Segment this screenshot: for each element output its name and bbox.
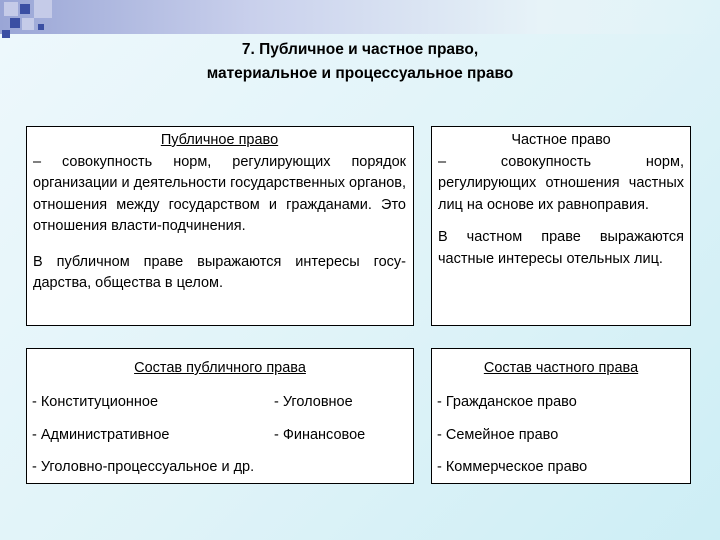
private-composition-item: - Семейное право	[437, 427, 559, 443]
deco-square	[38, 24, 44, 30]
deco-square	[2, 30, 10, 38]
public-composition-item: - Финансовое	[274, 427, 366, 443]
title-line-2: материальное и процессуальное право	[206, 65, 514, 82]
private-law-definition: – совокупность норм, регулирующих отношения частных лиц на основе их равноправия.	[438, 153, 684, 213]
deco-square	[20, 4, 30, 14]
deco-square	[34, 0, 52, 18]
public-composition-item: - Конституционное	[32, 394, 159, 410]
private-composition-item: - Гражданское право	[437, 394, 577, 410]
page-title	[0, 38, 720, 86]
public-law-interests: В публичном праве выражаются интересы госу-дарства, общества в целом.	[33, 253, 406, 291]
private-law-interests: В частном праве выражаются частные интересы отельных лиц.	[438, 229, 684, 267]
public-composition-heading: Состав публичного права	[134, 360, 306, 376]
public-composition-item: - Административное	[32, 427, 170, 443]
public-composition-item: - Уголовно-процессуальное и др.	[32, 459, 255, 475]
public-composition-item: - Уголовное	[274, 394, 353, 410]
private-law-heading: Частное право	[511, 132, 611, 148]
deco-square	[22, 18, 34, 30]
private-composition-heading: Состав частного права	[483, 360, 639, 376]
title-line-1: 7. Публичное и частное право,	[241, 41, 479, 58]
header-decoration-band	[0, 0, 720, 34]
private-law-box	[431, 126, 691, 326]
public-law-definition: – совокупность норм, регулирующих порядок организации и деятельности государственных органов, отношения между государством и гражданами. Это отношения власти-подчинения.	[33, 153, 407, 234]
deco-square	[4, 2, 18, 16]
private-composition-item: - Коммерческое право	[437, 459, 588, 475]
public-law-box	[26, 126, 414, 326]
deco-square	[10, 18, 20, 28]
public-law-heading: Публичное право	[160, 132, 279, 148]
